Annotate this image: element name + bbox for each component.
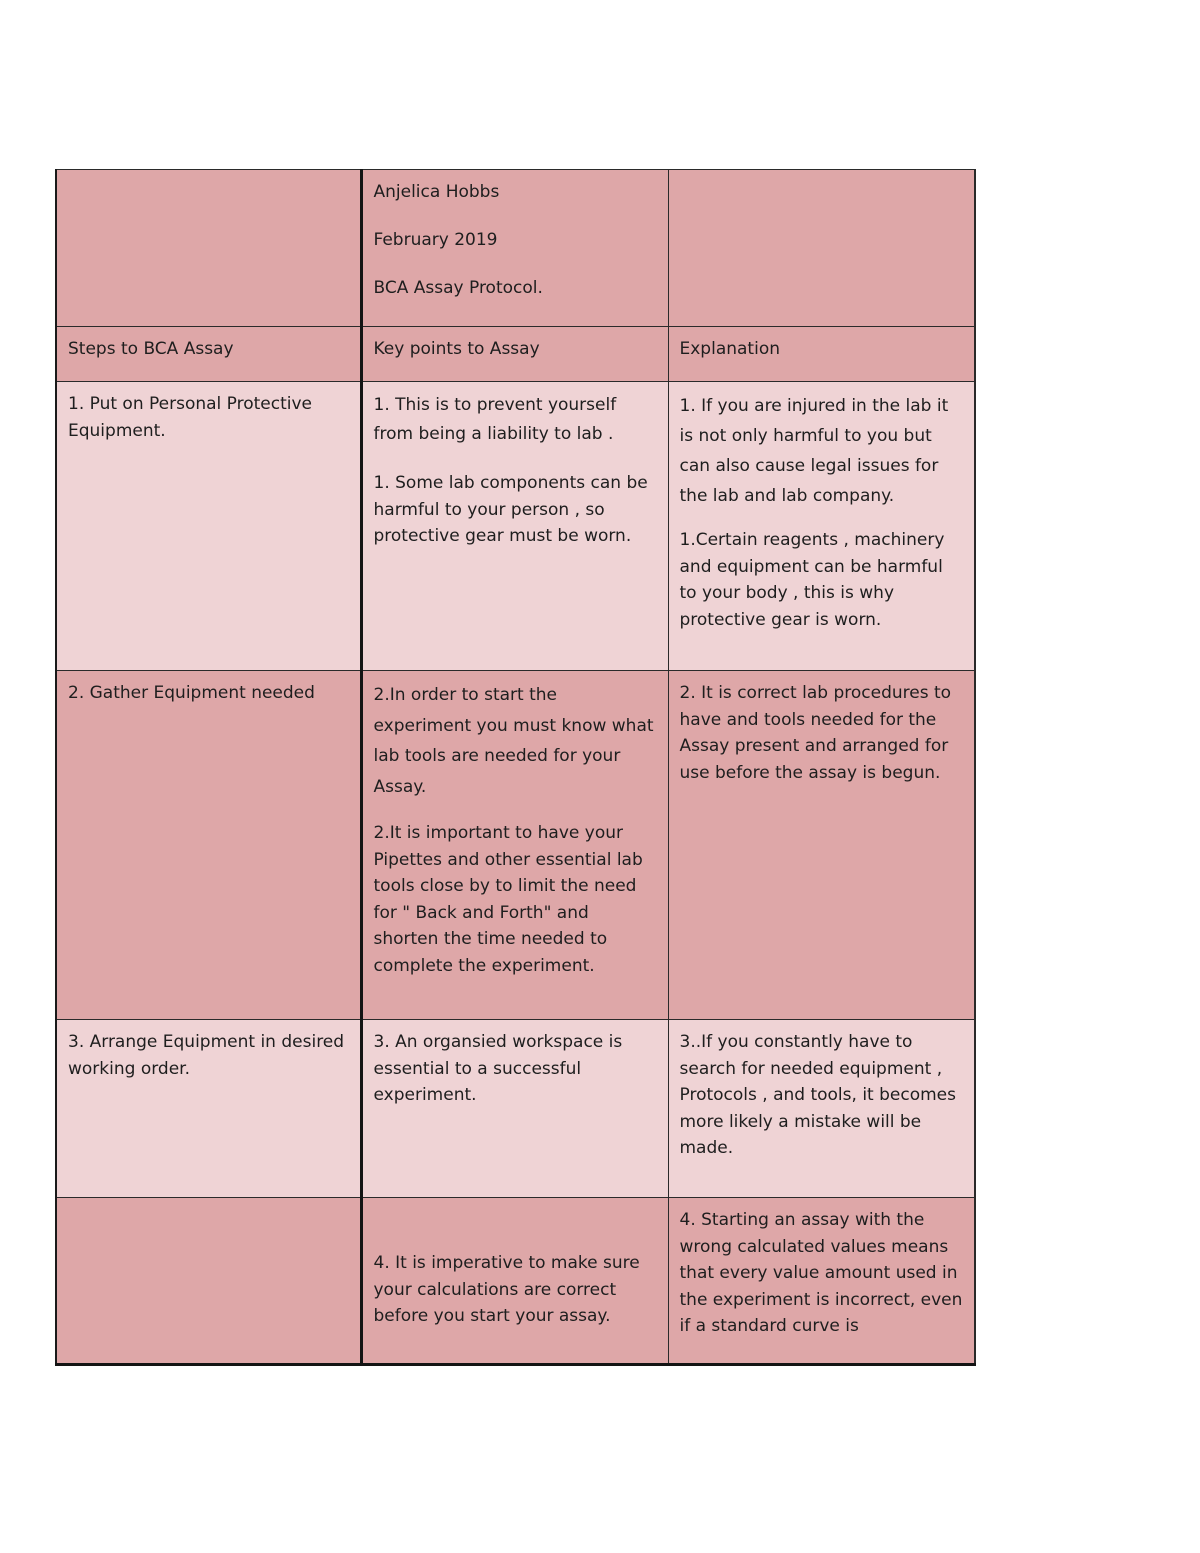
step-cell (56, 1198, 361, 1365)
header-steps: Steps to BCA Assay (56, 327, 361, 382)
header-explanation: Explanation (668, 327, 975, 382)
step-cell (56, 1020, 361, 1198)
header-row (56, 327, 975, 382)
document-meta-cell (361, 170, 668, 327)
key-points-cell (361, 1198, 668, 1365)
key-points-cell (361, 382, 668, 671)
explanation-cell (668, 1198, 975, 1365)
explanation-cell (668, 1020, 975, 1198)
explanation-cell (668, 671, 975, 1020)
step-text: 1. Put on Personal Protective Equipment. (68, 394, 313, 441)
explanation-text: 4. Starting an assay with the wrong calculated values means that every value amount used in the experiment is incorrect, even if a standard curve is (679, 1210, 963, 1336)
explanation-text: 3..If you constantly have to search for needed equipment , Protocols , and tools, it becomes more likely a mistake will be made. (679, 1032, 956, 1158)
key-point-text: 1. Some lab components can be harmful to your person , so protective gear must be worn. (373, 473, 648, 546)
explanation-text: 2. It is correct lab procedures to have and tools needed for the Assay present and arranged for use before the assay is begun. (679, 683, 952, 783)
table-row (56, 1020, 975, 1198)
header-key-points: Key points to Assay (361, 327, 668, 382)
key-point-text: 1. This is to prevent yourself from being a liability to lab . (373, 395, 617, 444)
key-point-text: 2.In order to start the experiment you must know what lab tools are needed for your Assay. (373, 685, 654, 797)
document-title: BCA Assay Protocol. (373, 278, 543, 298)
table-row (56, 1198, 975, 1365)
key-point-text: 2.It is important to have your Pipettes and other essential lab tools close by to limit the need for " Back and Forth" and shorten the time needed to complete the experiment. (373, 823, 643, 976)
title-row-empty-cell-right (668, 170, 975, 327)
document-date: February 2019 (373, 230, 498, 250)
step-text: 3. Arrange Equipment in desired working order. (68, 1032, 345, 1079)
step-text: 2. Gather Equipment needed (68, 683, 315, 703)
explanation-cell (668, 382, 975, 671)
protocol-table (55, 169, 976, 1366)
step-cell (56, 671, 361, 1020)
key-point-text: 4. It is imperative to make sure your calculations are correct before you start your assay. (373, 1253, 640, 1326)
table-row (56, 671, 975, 1020)
title-row-empty-cell (56, 170, 361, 327)
title-row (56, 170, 975, 327)
step-cell (56, 382, 361, 671)
author-name: Anjelica Hobbs (373, 182, 500, 202)
key-points-cell (361, 671, 668, 1020)
explanation-text: 1. If you are injured in the lab it is not only harmful to you but can also cause legal issues for the lab and lab company. (679, 396, 949, 506)
table-row (56, 382, 975, 671)
explanation-text: 1.Certain reagents , machinery and equipment can be harmful to your body , this is why protective gear is worn. (679, 530, 945, 630)
key-points-cell (361, 1020, 668, 1198)
key-point-text: 3. An organsied workspace is essential to a successful experiment. (373, 1032, 623, 1105)
